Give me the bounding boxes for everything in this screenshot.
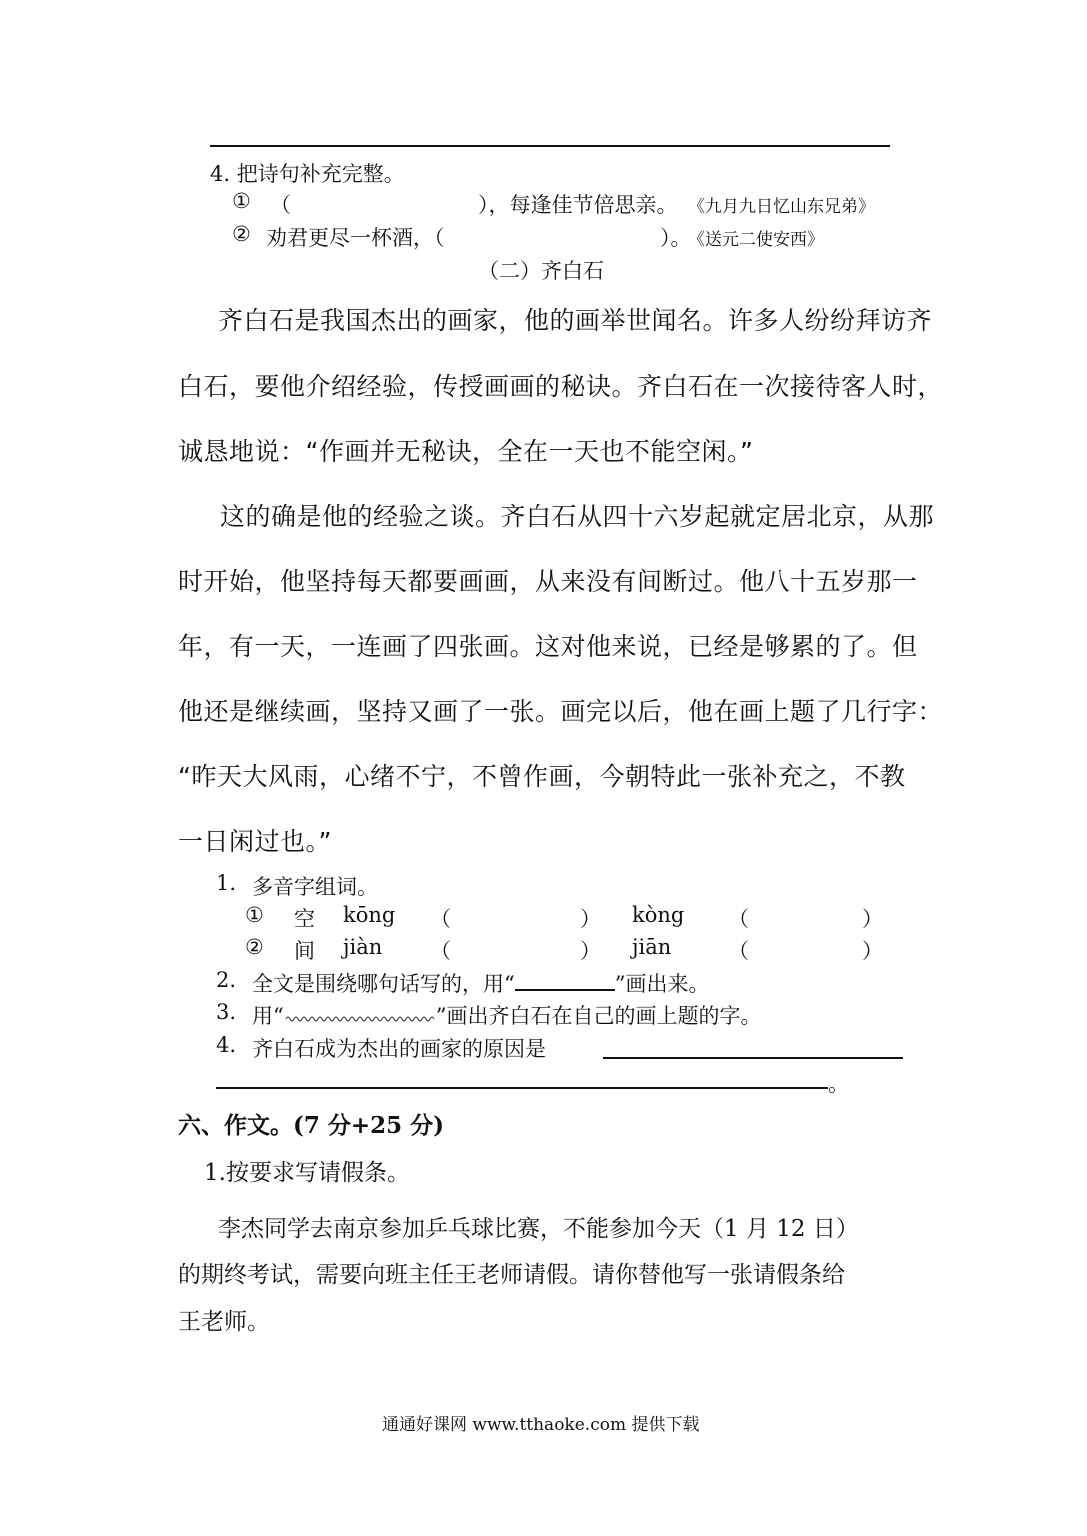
q4-line1-source: 《九月九日忆山东兄弟》: [688, 197, 875, 217]
q1b-pinyin-1: jiàn: [343, 935, 383, 959]
passage-line-7: 他还是继续画，坚持又画了一张。画完以后，他在画上题了几行字：: [178, 697, 944, 726]
q4-line1-open: （: [270, 193, 291, 217]
passage-title: （二）齐白石: [478, 259, 604, 283]
q3-post: ”画出齐白石在自己的画上题的字。: [435, 1004, 762, 1028]
q2-line: [252, 968, 710, 998]
q1a-pinyin-2: kòng: [632, 903, 685, 927]
q1b-open-1: （: [430, 939, 451, 963]
section6-title: 六、作文。(7 分+25 分): [178, 1112, 445, 1139]
q2-num: 2.: [216, 968, 237, 992]
q4-line2-num: ②: [232, 222, 251, 246]
q1a-open-1: （: [430, 907, 451, 931]
passage-line-4: 这的确是他的经验之谈。齐白石从四十六岁起就定居北京，从那: [220, 502, 935, 531]
q1a-close-1: ）: [580, 907, 601, 931]
q1-text: 多音字组词。: [252, 875, 378, 899]
q1b-close-2: ）: [862, 939, 883, 963]
q1a-char: 空: [294, 907, 315, 931]
passage-line-5: 时开始，他坚持每天都要画画，从来没有间断过。他八十五岁那一: [178, 567, 918, 596]
q4-line1-close: ），每逢佳节倍思亲。: [478, 193, 678, 217]
q4-title: 4. 把诗句补充完整。: [210, 162, 405, 186]
q1b-close-1: ）: [580, 939, 601, 963]
top-answer-line: [210, 145, 890, 147]
section6-line-1: 李杰同学去南京参加乒乓球比赛，不能参加今天（1 月 12 日）: [218, 1216, 859, 1242]
q3-line: [252, 1000, 762, 1030]
page-footer: 通通好课网 www.tthaoke.com 提供下载: [382, 1415, 700, 1435]
q1a-close-2: ）: [862, 907, 883, 931]
q1a-open-2: （: [728, 907, 749, 931]
q4b-answer-line-1: [603, 1057, 903, 1059]
q2-straight-line-sample: [515, 971, 615, 991]
q1a-num: ①: [245, 903, 264, 927]
q3-wavy-line-sample: [284, 1011, 436, 1023]
passage-line-1: 齐白石是我国杰出的画家，他的画举世闻名。许多人纷纷拜访齐: [218, 306, 933, 335]
section6-line-3: 王老师。: [178, 1309, 270, 1335]
q4-line1-num: ①: [232, 189, 251, 213]
q4b-end: 。: [828, 1072, 849, 1096]
q1a-pinyin-1: kōng: [343, 903, 396, 927]
q3-num: 3.: [216, 1000, 237, 1024]
q4-line2-close: ）。: [660, 226, 692, 250]
passage-line-3: 诚恳地说：“作画并无秘诀，全在一天也不能空闲。”: [178, 437, 754, 466]
q4b-text: 齐白石成为杰出的画家的原因是: [252, 1037, 546, 1061]
q1b-num: ②: [245, 935, 264, 959]
section6-line-2: 的期终考试，需要向班主任王老师请假。请你替他写一张请假条给: [178, 1262, 845, 1288]
q4b-answer-line-2: [216, 1087, 828, 1089]
q2-pre: 全文是围绕哪句话写的，用“: [252, 972, 515, 996]
passage-line-8: “昨天大风雨，心绪不宁，不曾作画，今朝特此一张补充之，不教: [178, 762, 906, 791]
q3-pre: 用“: [252, 1004, 284, 1028]
passage-line-6: 年，有一天，一连画了四张画。这对他来说，已经是够累的了。但: [178, 632, 918, 661]
q4-line2-source: 《送元二使安西》: [688, 230, 824, 250]
section6-item-1: 1.按要求写请假条。: [204, 1160, 410, 1186]
q1b-open-2: （: [728, 939, 749, 963]
passage-line-2: 白石，要他介绍经验，传授画画的秘诀。齐白石在一次接待客人时，: [178, 372, 944, 401]
q4b-num: 4.: [216, 1033, 237, 1057]
q2-post: ”画出来。: [614, 972, 710, 996]
passage-line-9: 一日闲过也。”: [178, 827, 332, 856]
q1b-pinyin-2: jiān: [632, 935, 672, 959]
q1b-char: 间: [294, 939, 315, 963]
q1-num: 1.: [216, 871, 237, 895]
q4-line2-text: 劝君更尽一杯酒，（: [266, 226, 445, 250]
